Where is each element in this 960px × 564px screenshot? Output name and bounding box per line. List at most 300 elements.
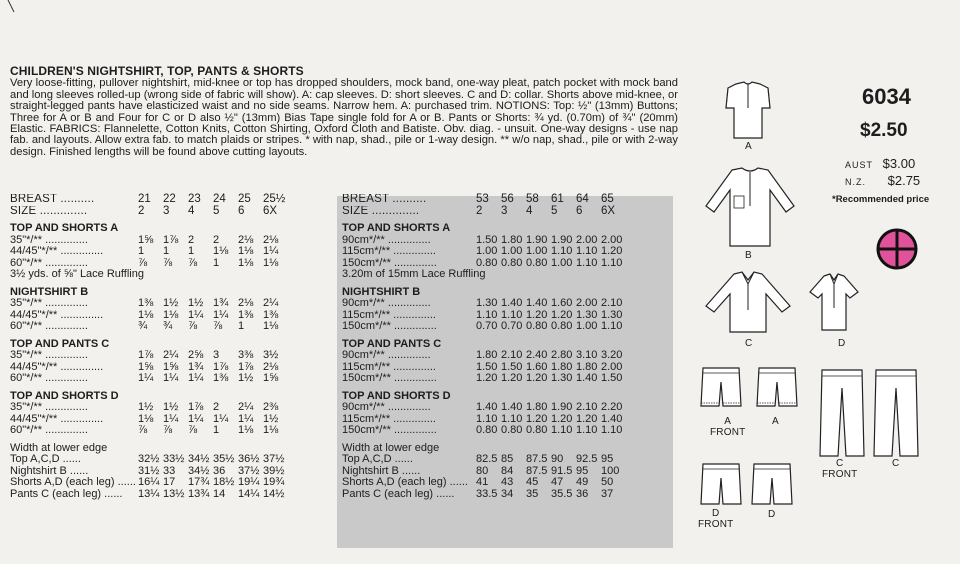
figure-label-shorts-d-back: D <box>768 509 776 520</box>
yardage-value: 1⅝ <box>138 360 154 373</box>
fabric-width-label: 44/45"*/** .............. <box>10 361 104 373</box>
yardage-value: 3 <box>213 349 220 361</box>
nz-price-line <box>845 173 920 188</box>
figure-label-top-c: C <box>745 338 753 349</box>
yardage-value: 1¼ <box>188 372 204 384</box>
pants-c-back-illustration <box>872 368 920 460</box>
fabric-width-label: 90cm*/** .............. <box>342 402 431 413</box>
width-value: 17 <box>163 476 176 488</box>
fabric-width-label: 35"*/** .............. <box>10 298 88 309</box>
yardage-value: 1¼ <box>213 412 229 425</box>
fabric-width-label: 150cm*/** .............. <box>342 373 437 384</box>
yardage-value: 1.90 <box>551 401 573 413</box>
notion-row <box>10 269 288 281</box>
width-row <box>10 489 288 501</box>
yardage-value: 1¼ <box>213 308 229 321</box>
width-value: 31½ <box>138 464 160 477</box>
yardage-value: 1.30 <box>601 308 623 321</box>
yardage-row <box>10 310 288 322</box>
breast-value: 21 <box>138 193 151 205</box>
yardage-value: 1⅜ <box>238 308 254 321</box>
yardage-value: 1.50 <box>476 233 498 246</box>
shorts-d-front-illustration <box>699 462 743 508</box>
width-value: 34½ <box>188 453 210 465</box>
yardage-value: 1.90 <box>526 233 548 246</box>
yardage-value: 1⅝ <box>163 360 179 373</box>
size-row <box>10 206 288 218</box>
section-heading-row <box>342 217 626 235</box>
yardage-value: 1.10 <box>576 245 598 257</box>
yardage-value: 1.40 <box>576 372 598 384</box>
description-text: Very loose-fitting, pullover nightshirt, mid-knee or top has dropped shoulders, mock band, one-way pleat, patch pocket with mock band and long sleeves rolled-up (wrong side of fabric will show). A: cap sleeves. D: short sleeves. C and D: collar. Shorts above mid-knee, or straight-legged pants have elasticized waist and no side seams. Narrow hem. A: purchased trim. NOTIONS: Top: ½" (13mm) Buttons; Three for A or B and Four for C or D also ½" (13mm) Bias Tape single fold for A or B. Pants or Shorts: ¾ yd. (0.70m) of ¾" (20mm) Elastic. FABRICS: Flannelette, Cotton Knits, Cotton Shirting, Oxford Cloth and Batiste. Obv. diag. - unsuit. One-way designs - use nap fab. and layouts. Allow extra fab. to match plaids or stripes. * with nap, shad., pile or 1-way design. ** w/o nap, shad., pile or with 2-way design. Finished lengths will be found above cutting layouts. <box>10 77 678 158</box>
width-value: 85 <box>501 453 514 465</box>
width-value: 13½ <box>163 487 185 500</box>
yardage-value: 1.30 <box>551 372 573 384</box>
section-heading-row <box>10 385 288 403</box>
yardage-value: 1.00 <box>576 320 598 332</box>
corner-mark <box>4 0 24 14</box>
yardage-value: 1.10 <box>576 424 598 436</box>
size-label: SIZE .............. <box>10 205 88 217</box>
yardage-value: 1.10 <box>551 245 573 257</box>
yardage-value: 1.80 <box>526 401 548 413</box>
yardage-value: 1⅜ <box>213 372 229 384</box>
width-value: 33.5 <box>476 487 498 500</box>
width-label: Pants C (each leg) ...... <box>10 488 123 500</box>
size-value: 5 <box>213 204 220 217</box>
fabric-width-label: 115cm*/** .............. <box>342 246 436 257</box>
breast-label: BREAST .......... <box>10 194 95 205</box>
width-value: 82.5 <box>476 453 498 465</box>
size-value: 4 <box>188 204 195 217</box>
yardage-value: 2⅛ <box>238 297 254 309</box>
metric-yardage-table <box>342 194 626 500</box>
width-heading-row <box>342 437 626 455</box>
width-value: 95 <box>601 453 614 465</box>
fabric-width-label: 90cm*/** .............. <box>342 350 431 361</box>
aust-price-line <box>845 156 915 171</box>
yardage-value: 1.80 <box>576 360 598 373</box>
yardage-value: 1⅞ <box>213 360 229 373</box>
yardage-value: 2.00 <box>576 233 598 246</box>
size-row <box>342 206 626 218</box>
yardage-value: ⅞ <box>213 320 223 332</box>
yardage-value: 2.80 <box>551 349 573 361</box>
width-value: 37½ <box>263 453 285 465</box>
section-heading-row <box>342 385 626 403</box>
section-heading: TOP AND SHORTS D <box>10 389 119 402</box>
fabric-width-label: 150cm*/** .............. <box>342 321 437 332</box>
yardage-row <box>342 425 626 437</box>
width-row <box>10 454 288 466</box>
yardage-value: 2¼ <box>163 349 179 361</box>
width-heading: Width at lower edge <box>342 441 440 454</box>
width-value: 14 <box>213 487 226 500</box>
width-value: 33½ <box>163 453 185 465</box>
yardage-value: 2⅜ <box>263 401 279 413</box>
yardage-value: 0.80 <box>476 256 498 269</box>
width-value: 13¾ <box>188 487 210 500</box>
width-row <box>342 489 626 501</box>
crosshair-target-icon <box>875 227 919 271</box>
width-value: 84 <box>501 464 514 477</box>
width-heading-row <box>10 437 288 455</box>
yardage-value: 1¼ <box>188 308 204 321</box>
yardage-value: 1.00 <box>551 256 573 269</box>
size-label: SIZE .............. <box>342 205 420 217</box>
fabric-width-label: 150cm*/** .............. <box>342 425 437 436</box>
pattern-number: 6034 <box>862 84 911 109</box>
yardage-value: 2 <box>213 233 220 246</box>
top-a-illustration <box>716 78 780 142</box>
yardage-value: 1.30 <box>576 308 598 321</box>
width-value: 49 <box>576 476 589 488</box>
width-heading: Width at lower edge <box>10 441 108 454</box>
yardage-value: 1.50 <box>601 372 623 384</box>
width-value: 45 <box>526 476 539 488</box>
fabric-width-label: 115cm*/** .............. <box>342 413 436 425</box>
width-value: 92.5 <box>576 453 598 465</box>
yardage-value: 1.40 <box>501 297 523 309</box>
pattern-price: $2.50 <box>860 120 908 141</box>
breast-value: 65 <box>601 193 614 205</box>
shorts-a-front-illustration <box>699 366 743 410</box>
yardage-value: 1.20 <box>551 412 573 425</box>
yardage-value: 1⅞ <box>138 349 154 361</box>
yardage-row <box>10 258 288 270</box>
pattern-title: CHILDREN'S NIGHTSHIRT, TOP, PANTS & SHORTS <box>10 64 304 78</box>
figure-label-top-a: A <box>745 141 752 152</box>
width-value: 35.5 <box>551 487 573 500</box>
recommended-price-note: *Recommended price <box>832 194 930 205</box>
width-value: 14¼ <box>238 487 260 500</box>
width-value: 19¼ <box>238 476 260 488</box>
width-label: Top A,C,D ...... <box>10 454 81 465</box>
yardage-value: 1½ <box>163 401 179 413</box>
fabric-width-label: 35"*/** .............. <box>10 402 88 413</box>
yardage-value: ⅞ <box>163 424 173 436</box>
fabric-width-label: 150cm*/** .............. <box>342 257 437 269</box>
width-row <box>342 454 626 466</box>
fabric-width-label: 60"*/** .............. <box>10 425 88 436</box>
breast-value: 25½ <box>263 193 286 205</box>
yardage-value: ⅞ <box>163 256 173 269</box>
section-heading: TOP AND SHORTS A <box>10 222 119 234</box>
width-value: 32½ <box>138 453 160 465</box>
yardage-value: 1½ <box>238 372 254 384</box>
size-value: 6X <box>263 204 278 217</box>
breast-label: BREAST .......... <box>342 194 427 205</box>
size-value: 3 <box>501 204 508 217</box>
yardage-value: 1⅞ <box>238 360 254 373</box>
section-heading-row <box>10 217 288 235</box>
width-value: 36 <box>213 464 226 477</box>
yardage-row <box>342 373 626 385</box>
width-value: 13¼ <box>138 487 160 500</box>
yardage-value: 1⅞ <box>188 401 204 413</box>
yardage-value: 2.10 <box>501 349 523 361</box>
yardage-value: 2 <box>213 401 220 413</box>
yardage-value: 1.20 <box>501 372 523 384</box>
size-value: 6X <box>601 204 616 217</box>
section-heading: NIGHTSHIRT B <box>10 285 89 298</box>
yardage-value: 1.90 <box>551 233 573 246</box>
breast-value: 64 <box>576 193 589 205</box>
size-value: 6 <box>576 204 583 217</box>
yardage-row <box>10 321 288 333</box>
width-value: 80 <box>476 464 489 477</box>
fabric-width-label: 90cm*/** .............. <box>342 298 431 309</box>
yardage-value: 2.10 <box>576 401 598 413</box>
yardage-value: 1.30 <box>476 297 498 309</box>
section-heading-row <box>10 333 288 351</box>
fabric-width-label: 90cm*/** .............. <box>342 234 431 246</box>
breast-value: 56 <box>501 193 514 205</box>
yardage-value: 1.20 <box>526 412 548 425</box>
yardage-value: 1.10 <box>551 424 573 436</box>
yardage-value: 1⅛ <box>138 412 154 425</box>
width-value: 90 <box>551 453 564 465</box>
yardage-value: 2⅛ <box>263 233 279 246</box>
yardage-row <box>10 373 288 385</box>
pants-c-front-illustration <box>818 368 866 460</box>
section-heading-row <box>342 333 626 351</box>
yardage-value: 1¾ <box>188 360 204 373</box>
yardage-value: 1.10 <box>601 320 623 332</box>
yardage-value: 2.10 <box>601 297 623 309</box>
yardage-value: 1½ <box>138 401 154 413</box>
yardage-value: 1¼ <box>163 412 179 425</box>
yardage-value: ⅞ <box>188 424 198 436</box>
width-label: Shorts A,D (each leg) ...... <box>342 477 468 488</box>
width-value: 37 <box>601 487 614 500</box>
width-label: Nightshirt B ...... <box>10 465 89 477</box>
yardage-row <box>10 298 288 310</box>
width-label: Shorts A,D (each leg) ...... <box>10 477 136 488</box>
width-value: 39½ <box>263 464 285 477</box>
yardage-value: 1⅜ <box>138 297 154 309</box>
width-value: 47 <box>551 476 564 488</box>
yardage-value: 1⅝ <box>263 372 279 384</box>
yardage-value: 1.20 <box>526 372 548 384</box>
breast-value: 25 <box>238 193 251 205</box>
yardage-value: 1.10 <box>576 256 598 269</box>
yardage-value: 1¾ <box>213 297 229 309</box>
notion-row <box>342 269 626 281</box>
size-value: 4 <box>526 204 533 217</box>
width-value: 41 <box>476 476 489 488</box>
yardage-value: 2.20 <box>601 401 623 413</box>
yardage-value: 3½ <box>263 349 279 361</box>
yardage-value: 2⅝ <box>188 349 204 361</box>
yardage-row <box>342 246 626 258</box>
yardage-value: ⅞ <box>188 256 198 269</box>
yardage-value: 1.80 <box>551 360 573 373</box>
yardage-value: 3.20 <box>601 349 623 361</box>
width-value: 37½ <box>238 464 260 477</box>
size-value: 6 <box>238 204 245 217</box>
yardage-value: 1 <box>238 320 245 332</box>
nightshirt-b-illustration <box>700 166 800 250</box>
yardage-row <box>342 350 626 362</box>
section-heading: TOP AND PANTS C <box>342 337 442 350</box>
yardage-value: 1.00 <box>526 245 548 257</box>
yardage-row <box>342 321 626 333</box>
yardage-value: 1.20 <box>576 412 598 425</box>
width-value: 18½ <box>213 476 235 488</box>
width-row <box>342 477 626 489</box>
yardage-value: 1.10 <box>601 424 623 436</box>
yardage-value: 1.40 <box>601 412 623 425</box>
width-row <box>10 477 288 489</box>
yardage-value: 1.10 <box>501 412 523 425</box>
width-value: 33 <box>163 464 176 477</box>
yardage-value: 0.70 <box>476 320 498 332</box>
yardage-value: 0.80 <box>501 424 523 436</box>
yardage-row <box>342 298 626 310</box>
width-value: 50 <box>601 476 614 488</box>
yardage-value: 0.80 <box>476 424 498 436</box>
fabric-width-label: 35"*/** .............. <box>10 350 88 361</box>
yardage-row <box>342 258 626 270</box>
fabric-width-label: 60"*/** .............. <box>10 373 88 384</box>
yardage-value: 1.50 <box>501 360 523 373</box>
yardage-value: 1⅝ <box>138 233 154 246</box>
fabric-width-label: 60"*/** .............. <box>10 321 88 332</box>
yardage-value: 2 <box>188 233 195 246</box>
yardage-value: 1¼ <box>163 372 179 384</box>
shorts-d-back-illustration <box>750 462 794 508</box>
yardage-value: 1 <box>188 245 195 257</box>
width-label: Pants C (each leg) ...... <box>342 488 455 500</box>
figure-label-shorts-a-front: A FRONT <box>710 416 746 438</box>
nz-price: $2.75 <box>887 173 921 188</box>
width-value: 34 <box>501 487 514 500</box>
breast-value: 61 <box>551 193 564 205</box>
yardage-row <box>10 246 288 258</box>
width-value: 91.5 <box>551 464 573 477</box>
yardage-value: 1⅛ <box>238 256 254 269</box>
notion-note: 3.20m of 15mm Lace Ruffling <box>342 269 486 280</box>
figure-label-pants-c-front: C FRONT <box>822 458 858 480</box>
size-value: 3 <box>163 204 170 217</box>
width-value: 95 <box>576 464 589 477</box>
width-value: 87.5 <box>526 464 548 477</box>
yardage-value: 1⅛ <box>238 424 254 436</box>
yardage-row <box>342 402 626 414</box>
width-value: 35 <box>526 487 539 500</box>
size-value: 5 <box>551 204 558 217</box>
yardage-value: 1⅛ <box>238 245 254 257</box>
yardage-value: 0.80 <box>526 424 548 436</box>
fabric-width-label: 44/45"*/** .............. <box>10 413 104 425</box>
section-heading: TOP AND PANTS C <box>10 337 110 350</box>
yardage-value: 1.60 <box>526 360 548 373</box>
width-label: Top A,C,D ...... <box>342 454 413 465</box>
breast-value: 24 <box>213 193 226 205</box>
yardage-value: 1.40 <box>476 401 498 413</box>
width-label: Nightshirt B ...... <box>342 465 421 477</box>
figure-label-nightshirt-b: B <box>745 250 752 261</box>
yardage-value: 2.00 <box>576 297 598 309</box>
fabric-width-label: 44/45"*/** .............. <box>10 309 104 321</box>
width-value: 100 <box>601 464 620 477</box>
yardage-value: 1.20 <box>526 308 548 321</box>
aust-price: $3.00 <box>882 156 916 171</box>
width-value: 35½ <box>213 453 235 465</box>
top-c-illustration <box>700 270 796 336</box>
yardage-value: 2¼ <box>263 297 279 309</box>
yardage-value: 1.80 <box>476 349 498 361</box>
yardage-value: 1 <box>213 424 220 436</box>
yardage-value: 2.00 <box>601 360 623 373</box>
breast-row <box>342 194 626 206</box>
fabric-width-label: 60"*/** .............. <box>10 257 88 269</box>
yardage-value: 1¼ <box>188 412 204 425</box>
yardage-value: 1.40 <box>526 297 548 309</box>
yardage-value: 1 <box>138 245 145 257</box>
yardage-value: 1.10 <box>476 308 498 321</box>
breast-value: 58 <box>526 193 539 205</box>
yardage-value: ¾ <box>138 320 148 332</box>
section-heading: TOP AND SHORTS D <box>342 389 451 402</box>
yardage-value: 1.10 <box>501 308 523 321</box>
width-value: 87.5 <box>526 453 548 465</box>
width-value: 34½ <box>188 464 210 477</box>
yardage-value: 1.00 <box>476 245 498 257</box>
yardage-value: 1.20 <box>601 245 623 257</box>
nz-label: N.Z. <box>845 177 866 187</box>
yardage-value: 0.80 <box>551 320 573 332</box>
yardage-row <box>10 350 288 362</box>
yardage-value: 2.00 <box>601 233 623 246</box>
yardage-row <box>10 402 288 414</box>
yardage-value: 1.40 <box>501 401 523 413</box>
yardage-value: 1 <box>163 245 170 257</box>
yardage-value: ⅞ <box>138 256 148 269</box>
yardage-value: 1.60 <box>551 297 573 309</box>
section-heading: NIGHTSHIRT B <box>342 285 421 298</box>
yardage-value: 0.80 <box>501 256 523 269</box>
top-d-illustration <box>806 272 862 334</box>
yardage-value: 1.20 <box>476 372 498 384</box>
pattern-description <box>10 66 678 158</box>
yardage-value: 1⅛ <box>263 320 279 332</box>
breast-row <box>10 194 288 206</box>
width-value: 17¾ <box>188 476 210 488</box>
yardage-value: 1⅜ <box>263 308 279 321</box>
fabric-width-label: 35"*/** .............. <box>10 234 88 246</box>
width-value: 36½ <box>238 453 260 465</box>
yardage-row <box>10 425 288 437</box>
yardage-value: ⅞ <box>138 424 148 436</box>
yardage-value: 1.20 <box>551 308 573 321</box>
figure-label-shorts-a-back: A <box>772 416 779 427</box>
section-heading: TOP AND SHORTS A <box>342 222 451 234</box>
yardage-value: 2⅛ <box>238 233 254 246</box>
notion-note: 3½ yds. of ⅝" Lace Ruffling <box>10 269 144 280</box>
fabric-width-label: 115cm*/** .............. <box>342 309 436 321</box>
shorts-a-back-illustration <box>755 366 799 410</box>
yardage-value: 1⅞ <box>163 233 179 246</box>
yardage-value: 1.80 <box>501 233 523 246</box>
yardage-value: 3⅜ <box>238 349 254 361</box>
yardage-value: 1½ <box>188 297 204 309</box>
width-value: 16¼ <box>138 476 160 488</box>
yardage-value: 1 <box>213 256 220 269</box>
yardage-value: 0.70 <box>501 320 523 332</box>
width-value: 43 <box>501 476 514 488</box>
